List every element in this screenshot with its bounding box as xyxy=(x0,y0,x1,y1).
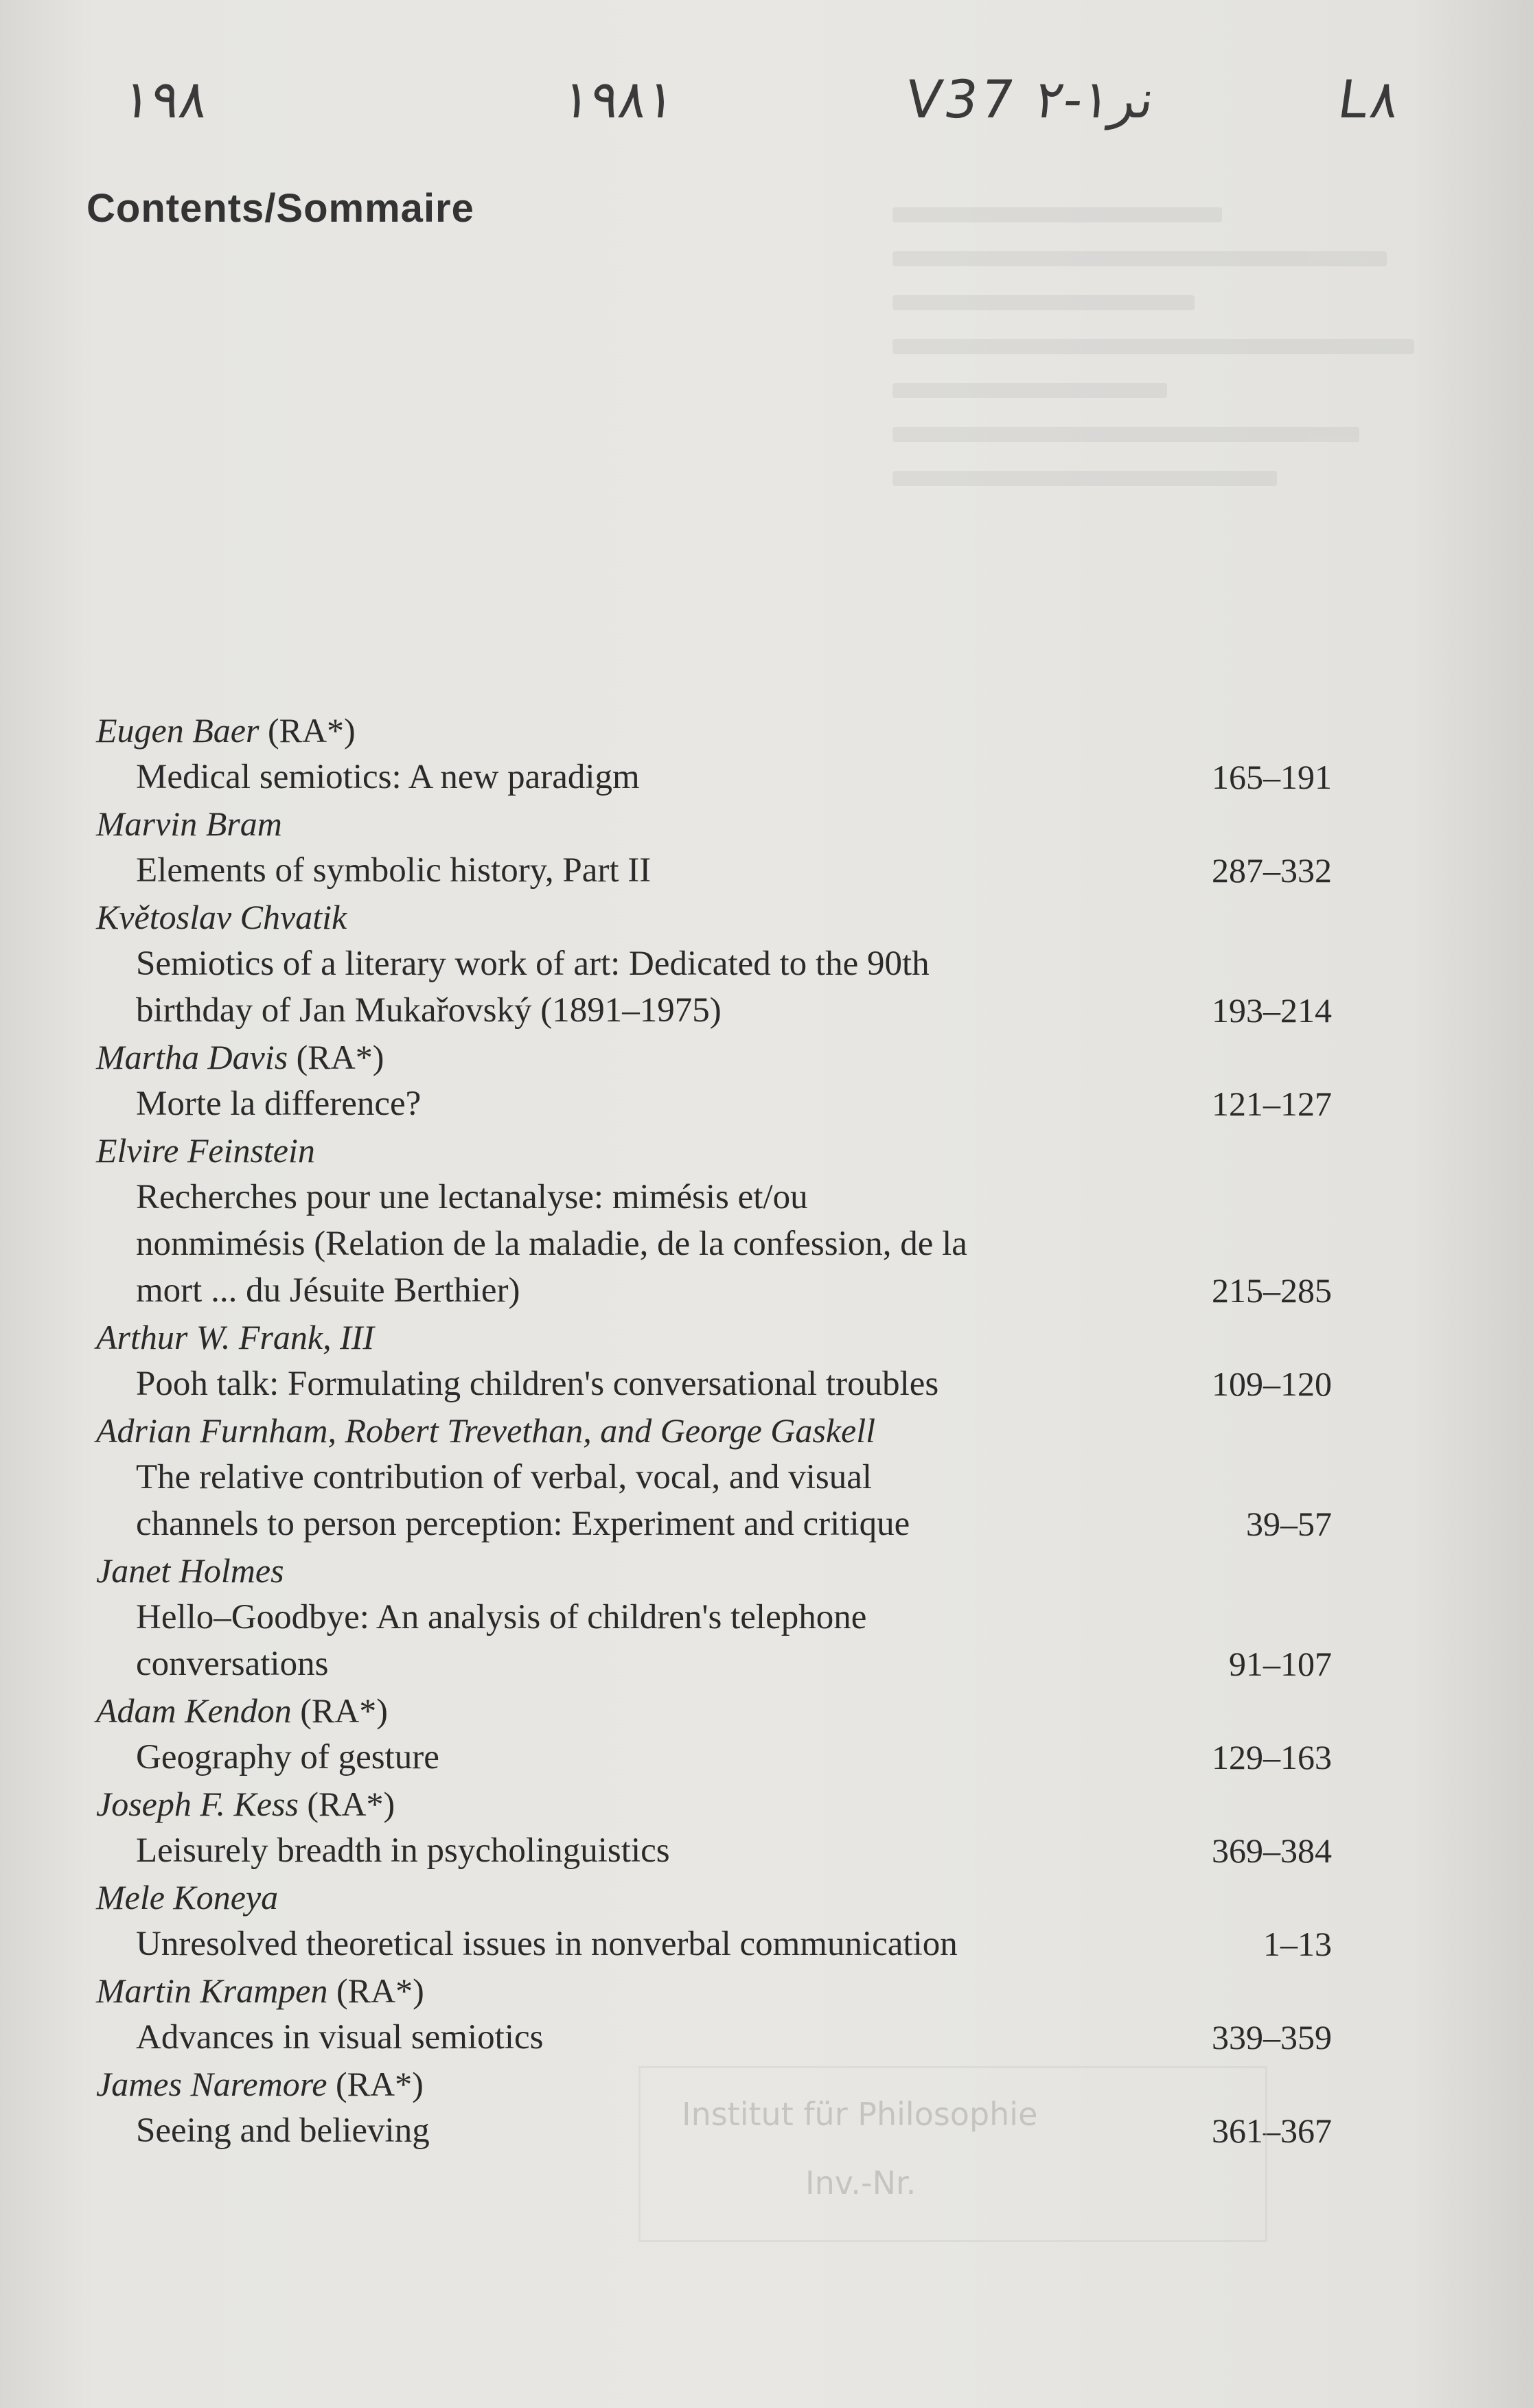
handwritten-note-4: L۸ xyxy=(1334,69,1403,130)
handwritten-note-3: V37 نر۱-۲ xyxy=(901,69,1159,130)
entry-article-row xyxy=(96,940,1332,1034)
article-title-line: Morte la difference? xyxy=(136,1085,422,1123)
entry-author-suffix: (RA*) xyxy=(259,711,356,750)
entry-author-line xyxy=(96,894,1332,940)
entry-article-title xyxy=(136,1174,1167,1314)
entry-page-range: 361–367 xyxy=(1212,2111,1332,2150)
entry-author-line xyxy=(96,1034,1332,1080)
entry-article-row xyxy=(96,1594,1332,1687)
entry-author: Janet Holmes xyxy=(96,1551,284,1590)
contents-entry xyxy=(96,1547,1332,1687)
article-title-line: nonmimésis (Relation de la maladie, de la confession, de la xyxy=(136,1225,967,1263)
contents-entry xyxy=(96,1874,1332,1967)
entry-author-suffix: (RA*) xyxy=(288,1038,384,1076)
entry-author: James Naremore xyxy=(96,2065,327,2103)
entry-article-row xyxy=(96,1361,1332,1407)
entry-article-row xyxy=(96,2014,1332,2061)
entry-article-title xyxy=(136,1361,1167,1407)
entry-author-line xyxy=(96,1874,1332,1921)
entry-article-row xyxy=(96,1734,1332,1781)
entry-page-range: 287–332 xyxy=(1212,851,1332,890)
entry-page-range: 215–285 xyxy=(1212,1271,1332,1310)
entry-page-range: 193–214 xyxy=(1212,991,1332,1030)
entry-author-suffix: (RA*) xyxy=(327,1971,424,2010)
entry-page-range: 369–384 xyxy=(1212,1831,1332,1870)
contents-entry xyxy=(96,1407,1332,1547)
entry-author: Květoslav Chvatik xyxy=(96,898,347,936)
entry-article-title xyxy=(136,1594,1167,1687)
entry-author: Eugen Baer xyxy=(96,711,260,750)
article-title-line: Leisurely breadth in psycholinguistics xyxy=(136,1831,670,1870)
entry-article-title xyxy=(136,940,1167,1034)
entry-author: Elvire Feinstein xyxy=(96,1131,315,1170)
entry-author-line xyxy=(96,800,1332,847)
contents-list xyxy=(96,707,1332,2154)
entry-author-suffix: (RA*) xyxy=(327,2065,424,2103)
article-title-line: Geography of gesture xyxy=(136,1738,439,1776)
entry-author: Martin Krampen xyxy=(96,1971,328,2010)
entry-article-row xyxy=(96,1454,1332,1547)
article-title-line: Recherches pour une lectanalyse: mimésis et/ou xyxy=(136,1178,808,1216)
entry-article-row xyxy=(96,847,1332,894)
article-title-line: conversations xyxy=(136,1645,329,1683)
entry-author-line xyxy=(96,1967,1332,2014)
contents-entry xyxy=(96,1781,1332,1874)
contents-entry xyxy=(96,1034,1332,1127)
entry-page-range: 121–127 xyxy=(1212,1085,1332,1123)
article-title-line: birthday of Jan Mukařovský (1891–1975) xyxy=(136,991,722,1030)
entry-author-line xyxy=(96,1781,1332,1827)
article-title-line: Hello–Goodbye: An analysis of children's telephone xyxy=(136,1598,867,1636)
article-title-line: Advances in visual semiotics xyxy=(136,2018,544,2057)
entry-author: Martha Davis xyxy=(96,1038,288,1076)
article-title-line: Unresolved theoretical issues in nonverbal communication xyxy=(136,1925,958,1963)
contents-entry xyxy=(96,1127,1332,1314)
article-title-line: channels to person perception: Experiment and critique xyxy=(136,1505,910,1543)
entry-article-title xyxy=(136,1080,1167,1127)
library-stamp xyxy=(638,2066,1267,2242)
entry-author-line xyxy=(96,1127,1332,1174)
entry-article-title xyxy=(136,1827,1167,1874)
entry-author: Arthur W. Frank, III xyxy=(96,1318,375,1356)
entry-article-row xyxy=(96,1080,1332,1127)
entry-page-range: 109–120 xyxy=(1212,1365,1332,1403)
handwritten-note-1: ۱۹۸ xyxy=(119,69,212,130)
entry-article-row xyxy=(96,1174,1332,1314)
entry-article-title xyxy=(136,847,1167,894)
page-title: Contents/Sommaire xyxy=(87,186,474,231)
article-title-line: Medical semiotics: A new paradigm xyxy=(136,758,640,796)
entry-page-range: 339–359 xyxy=(1212,2018,1332,2057)
stamp-line-2: Inv.-Nr. xyxy=(805,2164,917,2201)
article-title-line: Seeing and believing xyxy=(136,2111,430,2150)
bleed-through-text xyxy=(892,178,1442,590)
contents-entry xyxy=(96,1314,1332,1407)
entry-article-row xyxy=(96,1827,1332,1874)
entry-author-line xyxy=(96,1547,1332,1594)
entry-author-suffix: (RA*) xyxy=(291,1691,388,1730)
contents-entry xyxy=(96,800,1332,894)
entry-page-range: 39–57 xyxy=(1246,1505,1332,1543)
entry-author-line xyxy=(96,1314,1332,1361)
entry-author: Joseph F. Kess xyxy=(96,1785,299,1823)
entry-article-title xyxy=(136,754,1167,800)
entry-author: Adrian Furnham, Robert Trevethan, and George Gaskell xyxy=(96,1411,876,1450)
article-title-line: Semiotics of a literary work of art: Dedicated to the 90th xyxy=(136,945,930,983)
entry-author: Adam Kendon xyxy=(96,1691,292,1730)
entry-page-range: 165–191 xyxy=(1212,758,1332,796)
entry-article-title xyxy=(136,1734,1167,1781)
article-title-line: Pooh talk: Formulating children's conversational troubles xyxy=(136,1365,939,1403)
entry-author-suffix: (RA*) xyxy=(298,1785,395,1823)
entry-author: Mele Koneya xyxy=(96,1878,279,1917)
entry-article-row xyxy=(96,1921,1332,1967)
entry-article-title xyxy=(136,1454,1167,1547)
contents-entry xyxy=(96,707,1332,800)
contents-entry xyxy=(96,894,1332,1034)
contents-entry xyxy=(96,1687,1332,1781)
entry-page-range: 91–107 xyxy=(1229,1645,1332,1683)
entry-article-row xyxy=(96,754,1332,800)
stamp-line-1: Institut für Philosophie xyxy=(682,2096,1038,2133)
entry-author: Marvin Bram xyxy=(96,804,282,843)
handwritten-note-2: ۱۹۸۱ xyxy=(558,69,680,130)
entry-author-line xyxy=(96,1687,1332,1734)
entry-author-line xyxy=(96,1407,1332,1454)
entry-article-title xyxy=(136,2014,1167,2061)
article-title-line: The relative contribution of verbal, vocal, and visual xyxy=(136,1458,873,1496)
contents-entry xyxy=(96,1967,1332,2061)
entry-article-title xyxy=(136,1921,1167,1967)
entry-page-range: 1–13 xyxy=(1263,1925,1332,1963)
article-title-line: Elements of symbolic history, Part II xyxy=(136,851,652,890)
entry-author-line xyxy=(96,707,1332,754)
article-title-line: mort ... du Jésuite Berthier) xyxy=(136,1271,520,1310)
entry-page-range: 129–163 xyxy=(1212,1738,1332,1776)
